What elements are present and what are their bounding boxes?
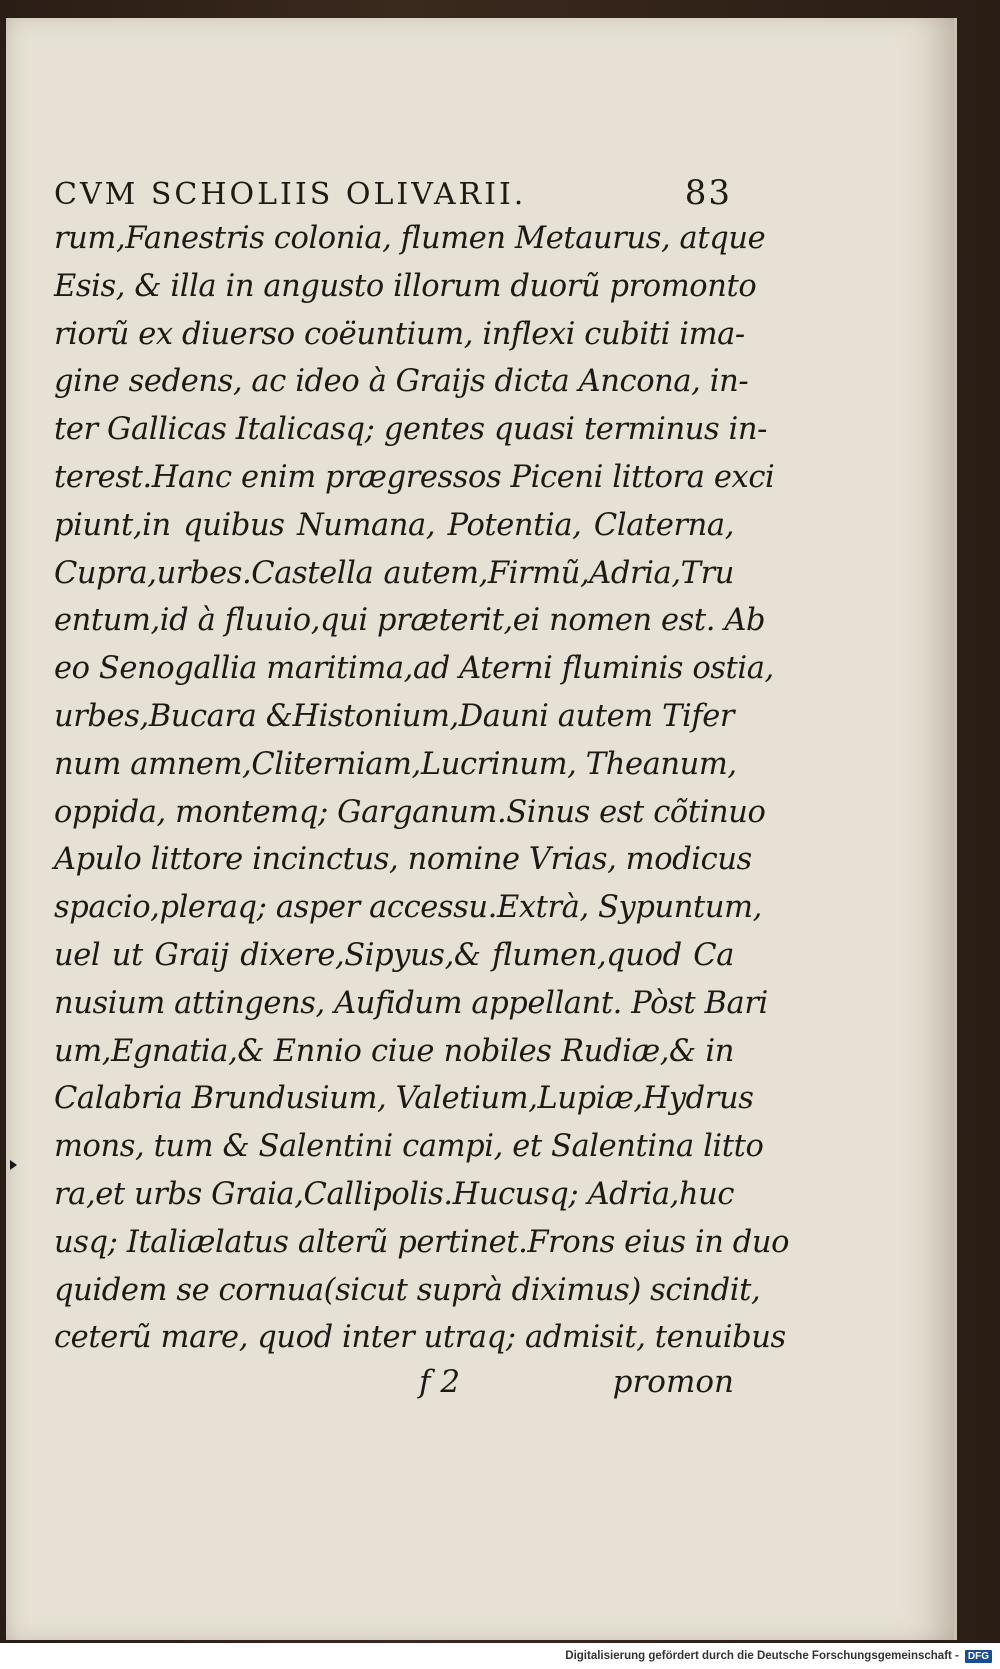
running-head bbox=[54, 173, 734, 213]
text-line: quidem se cornua(sicut suprà diximus) scindit, bbox=[54, 1272, 761, 1308]
text-line: terest.Hanc enim prægressos Piceni littora exci bbox=[54, 459, 775, 495]
text-line: Cupra,urbes.Castella autem,Firmũ,Adria,Tru bbox=[54, 555, 734, 591]
running-title: CVM SCHOLIIS OLIVARII. bbox=[54, 177, 527, 212]
body-text bbox=[54, 215, 790, 1362]
margin-mark bbox=[10, 1160, 17, 1170]
dfg-logo: DFG bbox=[965, 1650, 992, 1663]
digitization-bar bbox=[0, 1643, 1000, 1669]
text-block bbox=[54, 173, 790, 1401]
text-line: ra,et urbs Graia,Callipolis.Hucusq; Adria,huc bbox=[54, 1176, 735, 1212]
signature-mark: f 2 bbox=[419, 1364, 461, 1401]
text-line: gine sedens, ac ideo à Graijs dicta Ancona, in- bbox=[54, 364, 749, 400]
book-page bbox=[6, 18, 957, 1640]
text-line: entum,id à fluuio,qui præterit,ei nomen est. Ab bbox=[54, 603, 766, 639]
text-line: nusium attingens, Aufidum appellant. Pòst Bari bbox=[54, 985, 768, 1021]
text-line: piunt,in quibus Numana, Potentia, Claterna, bbox=[54, 507, 734, 543]
text-line: oppida, montemq; Garganum.Sinus est cõtinuo bbox=[54, 794, 766, 830]
text-line: urbes,Bucara &Histonium,Dauni autem Tifer bbox=[54, 698, 735, 734]
text-line: Esis, & illa in angusto illorum duorũ promonto bbox=[54, 268, 757, 304]
text-line: ceterũ mare, quod inter utraq; admisit, tenuibus bbox=[54, 1320, 786, 1356]
text-line: Calabria Brundusium, Valetium,Lupiæ,Hydrus bbox=[54, 1081, 754, 1117]
text-line: uel ut Graij dixere,Sipyus,& flumen,quod Ca bbox=[54, 937, 734, 973]
text-line: Apulo littore incinctus, nomine Vrias, modicus bbox=[54, 842, 752, 878]
text-line: num amnem,Cliterniam,Lucrinum, Theanum, bbox=[54, 746, 737, 782]
catchword: promon bbox=[612, 1364, 734, 1401]
page-footer bbox=[54, 1364, 734, 1400]
text-line: rum,Fanestris colonia, flumen Metaurus, atque bbox=[54, 221, 766, 256]
digitization-credit: Digitalisierung gefördert durch die Deutsche Forschungsgemeinschaft - bbox=[565, 1650, 959, 1662]
text-line: spacio,pleraq; asper accessu.Extrà, Sypuntum, bbox=[54, 890, 762, 926]
text-line: um,Egnatia,& Ennio ciue nobiles Rudiæ,& in bbox=[54, 1033, 734, 1069]
text-line: ter Gallicas Italicasq; gentes quasi terminus in- bbox=[54, 412, 768, 448]
text-line: eo Senogallia maritima,ad Aterni fluminis ostia, bbox=[54, 651, 774, 687]
text-line: mons, tum & Salentini campi, et Salentina litto bbox=[54, 1129, 764, 1165]
page-number: 83 bbox=[684, 173, 732, 213]
text-line: riorũ ex diuerso coëuntium, inflexi cubiti ima- bbox=[54, 316, 745, 352]
text-line: usq; Italiælatus alterũ pertinet.Frons eius in duo bbox=[54, 1224, 790, 1260]
